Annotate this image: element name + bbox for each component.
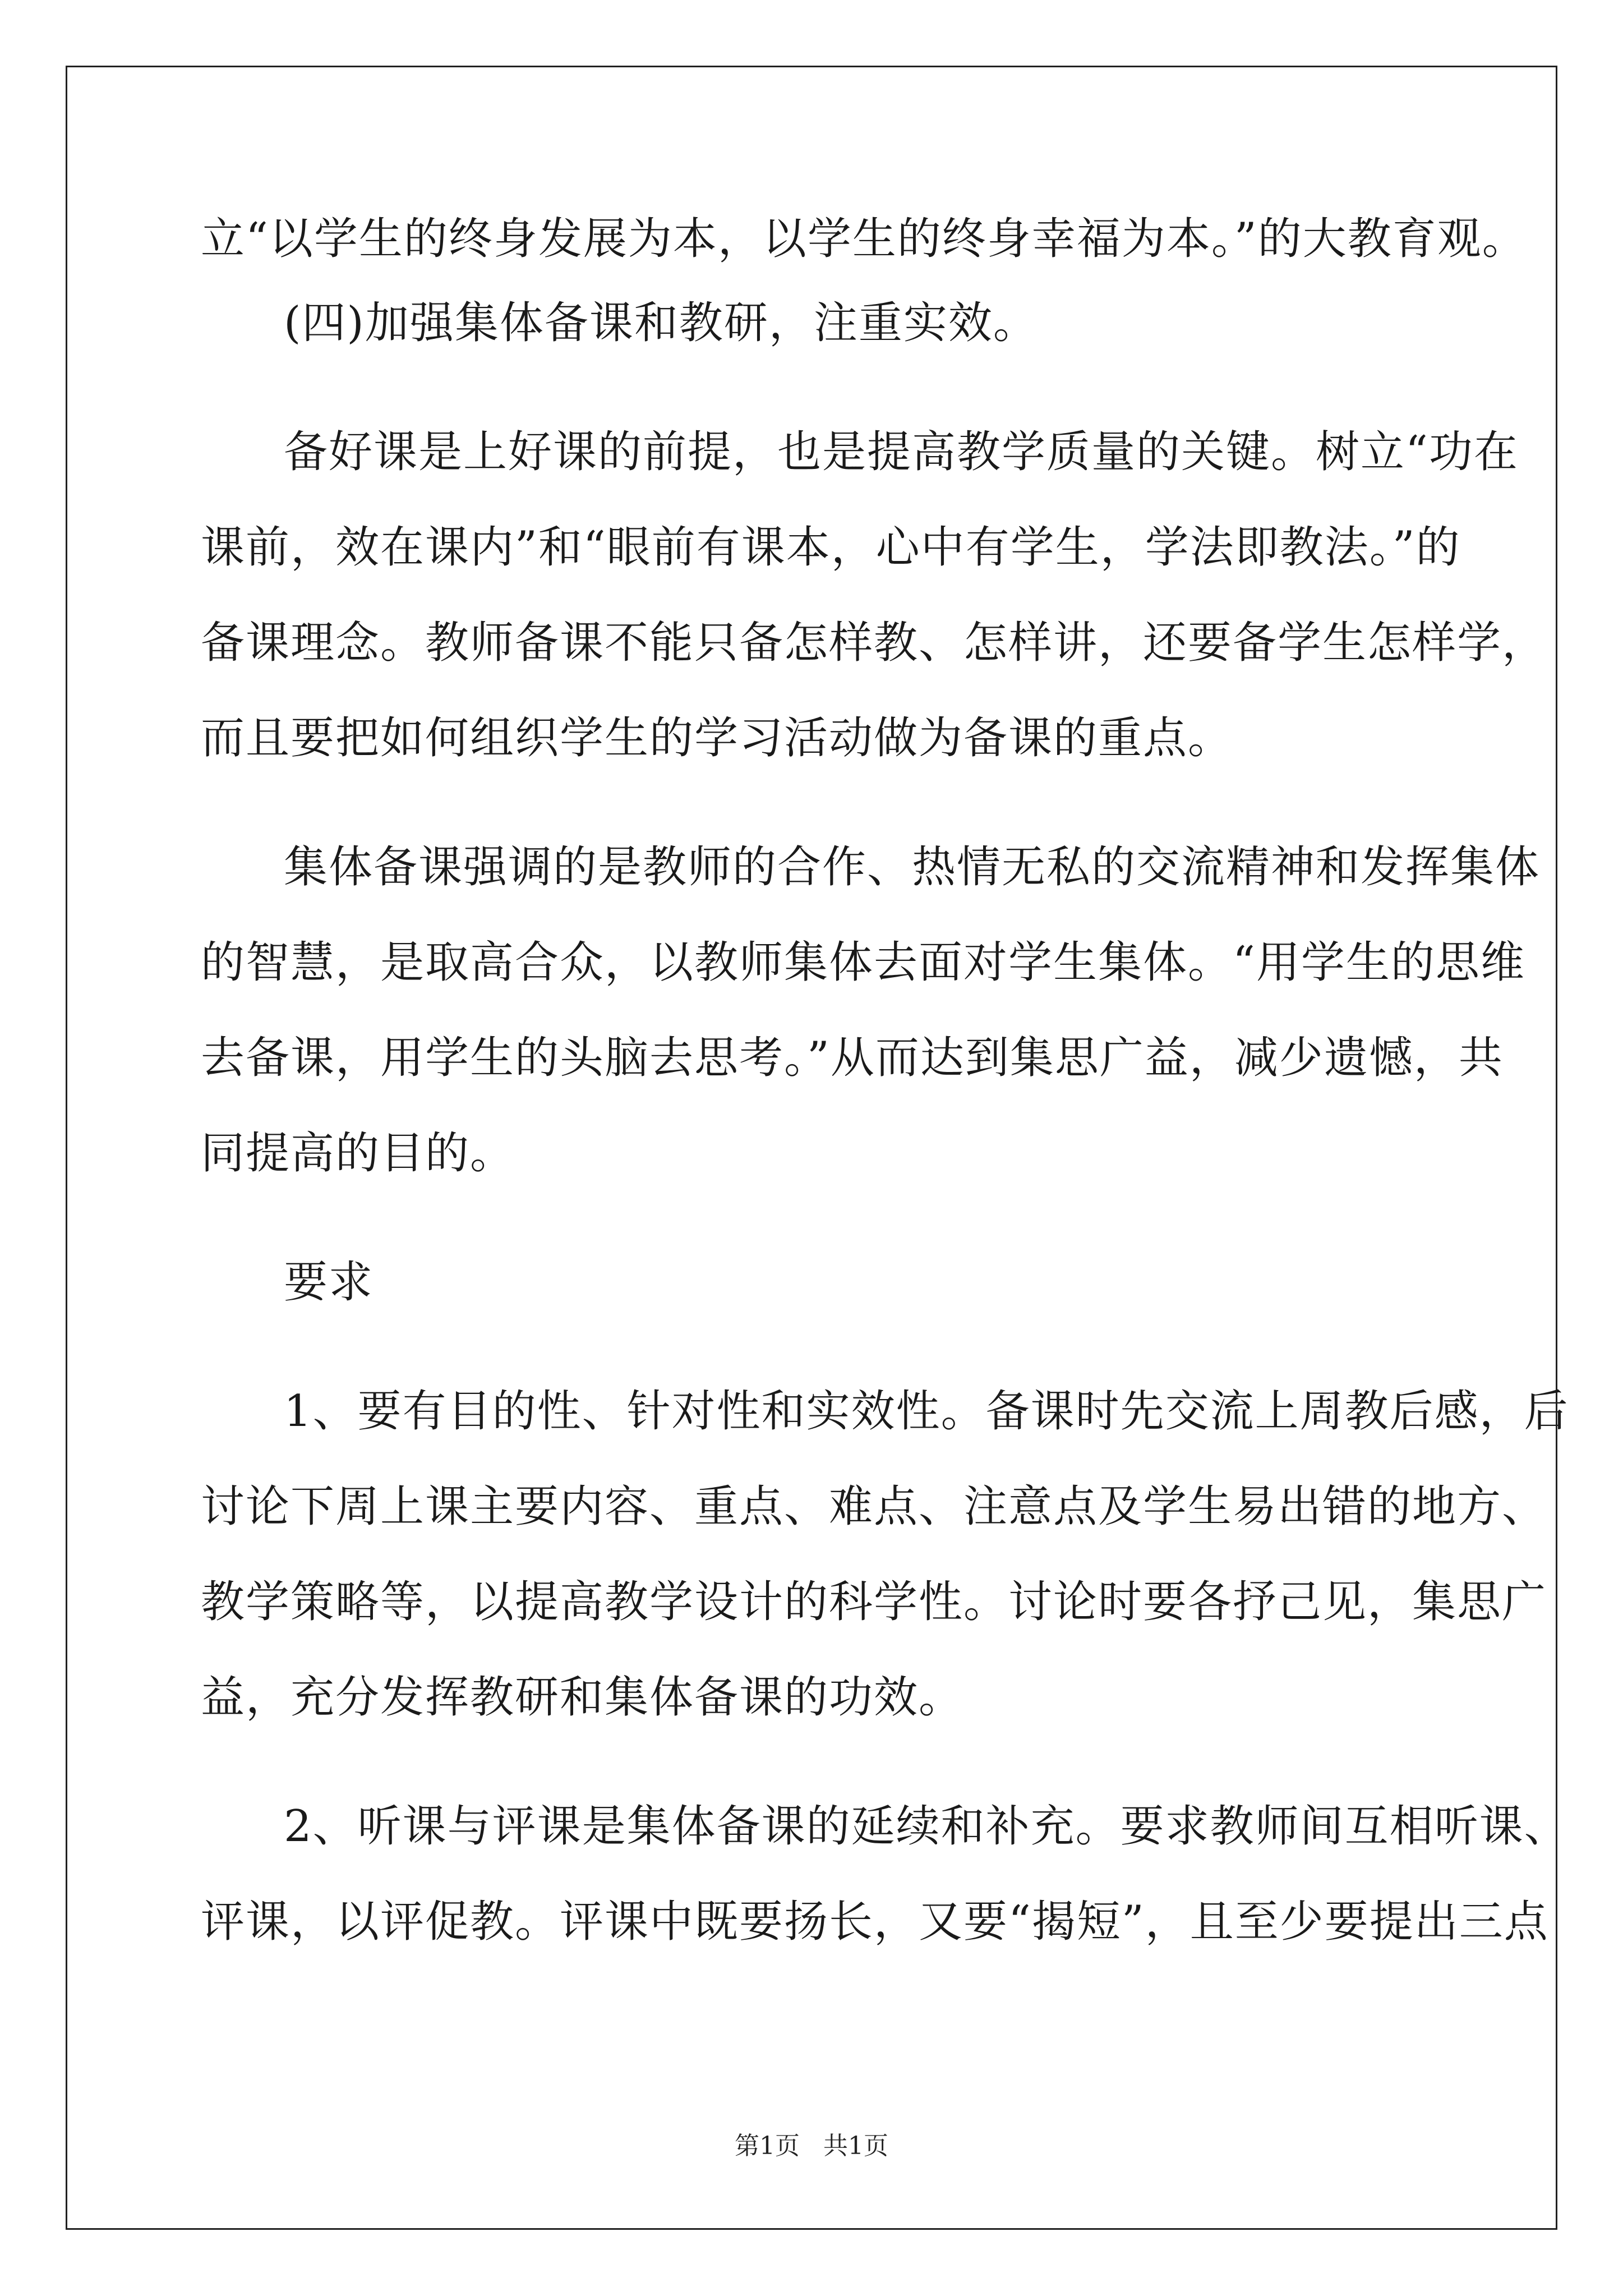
text-line-1: 立“以学生的终身发展为本，以学生的终身幸福为本。”的大教育观。 bbox=[201, 214, 1527, 264]
paragraph-line: 集体备课强调的是教师的合作、热情无私的交流精神和发挥集体 bbox=[284, 842, 1541, 892]
paragraph-line: 讨论下周上课主要内容、重点、难点、注意点及学生易出错的地方、 bbox=[201, 1481, 1547, 1532]
paragraph-line: 2、听课与评课是集体备课的延续和补充。要求教师间互相听课、 bbox=[284, 1801, 1569, 1852]
subheading-requirements: 要求 bbox=[284, 1257, 374, 1308]
paragraph-line: 1、要有目的性、针对性和实效性。备课时先交流上周教后感，后 bbox=[284, 1386, 1569, 1437]
paragraph-line: 备好课是上好课的前提，也是提高教学质量的关键。树立“功在 bbox=[284, 427, 1519, 477]
paragraph-line: 备课理念。教师备课不能只备怎样教、怎样讲，还要备学生怎样学， bbox=[201, 618, 1547, 668]
paragraph-line: 而且要把如何组织学生的学习活动做为备课的重点。 bbox=[201, 713, 1233, 763]
paragraph-line: 教学策略等，以提高教学设计的科学性。讨论时要各抒己见，集思广 bbox=[201, 1577, 1547, 1627]
paragraph-line: 课前，效在课内”和“眼前有课本，心中有学生，学法即教法。”的 bbox=[201, 522, 1461, 573]
paragraph-line: 评课，以评促教。评课中既要扬长，又要“揭短”，且至少要提出三点 bbox=[201, 1897, 1549, 1947]
section-heading: (四)加强集体备课和教研，注重实效。 bbox=[284, 298, 1038, 348]
paragraph-line: 益，充分发挥教研和集体备课的功效。 bbox=[201, 1672, 964, 1723]
page-number-footer: 第1页 共1页 bbox=[735, 2132, 888, 2160]
paragraph-line: 同提高的目的。 bbox=[201, 1128, 515, 1179]
paragraph-line: 去备课，用学生的头脑去思考。”从而达到集思广益，减少遗憾，共 bbox=[201, 1033, 1504, 1083]
paragraph-line: 的智慧，是取高合众，以教师集体去面对学生集体。“用学生的思维 bbox=[201, 937, 1525, 988]
